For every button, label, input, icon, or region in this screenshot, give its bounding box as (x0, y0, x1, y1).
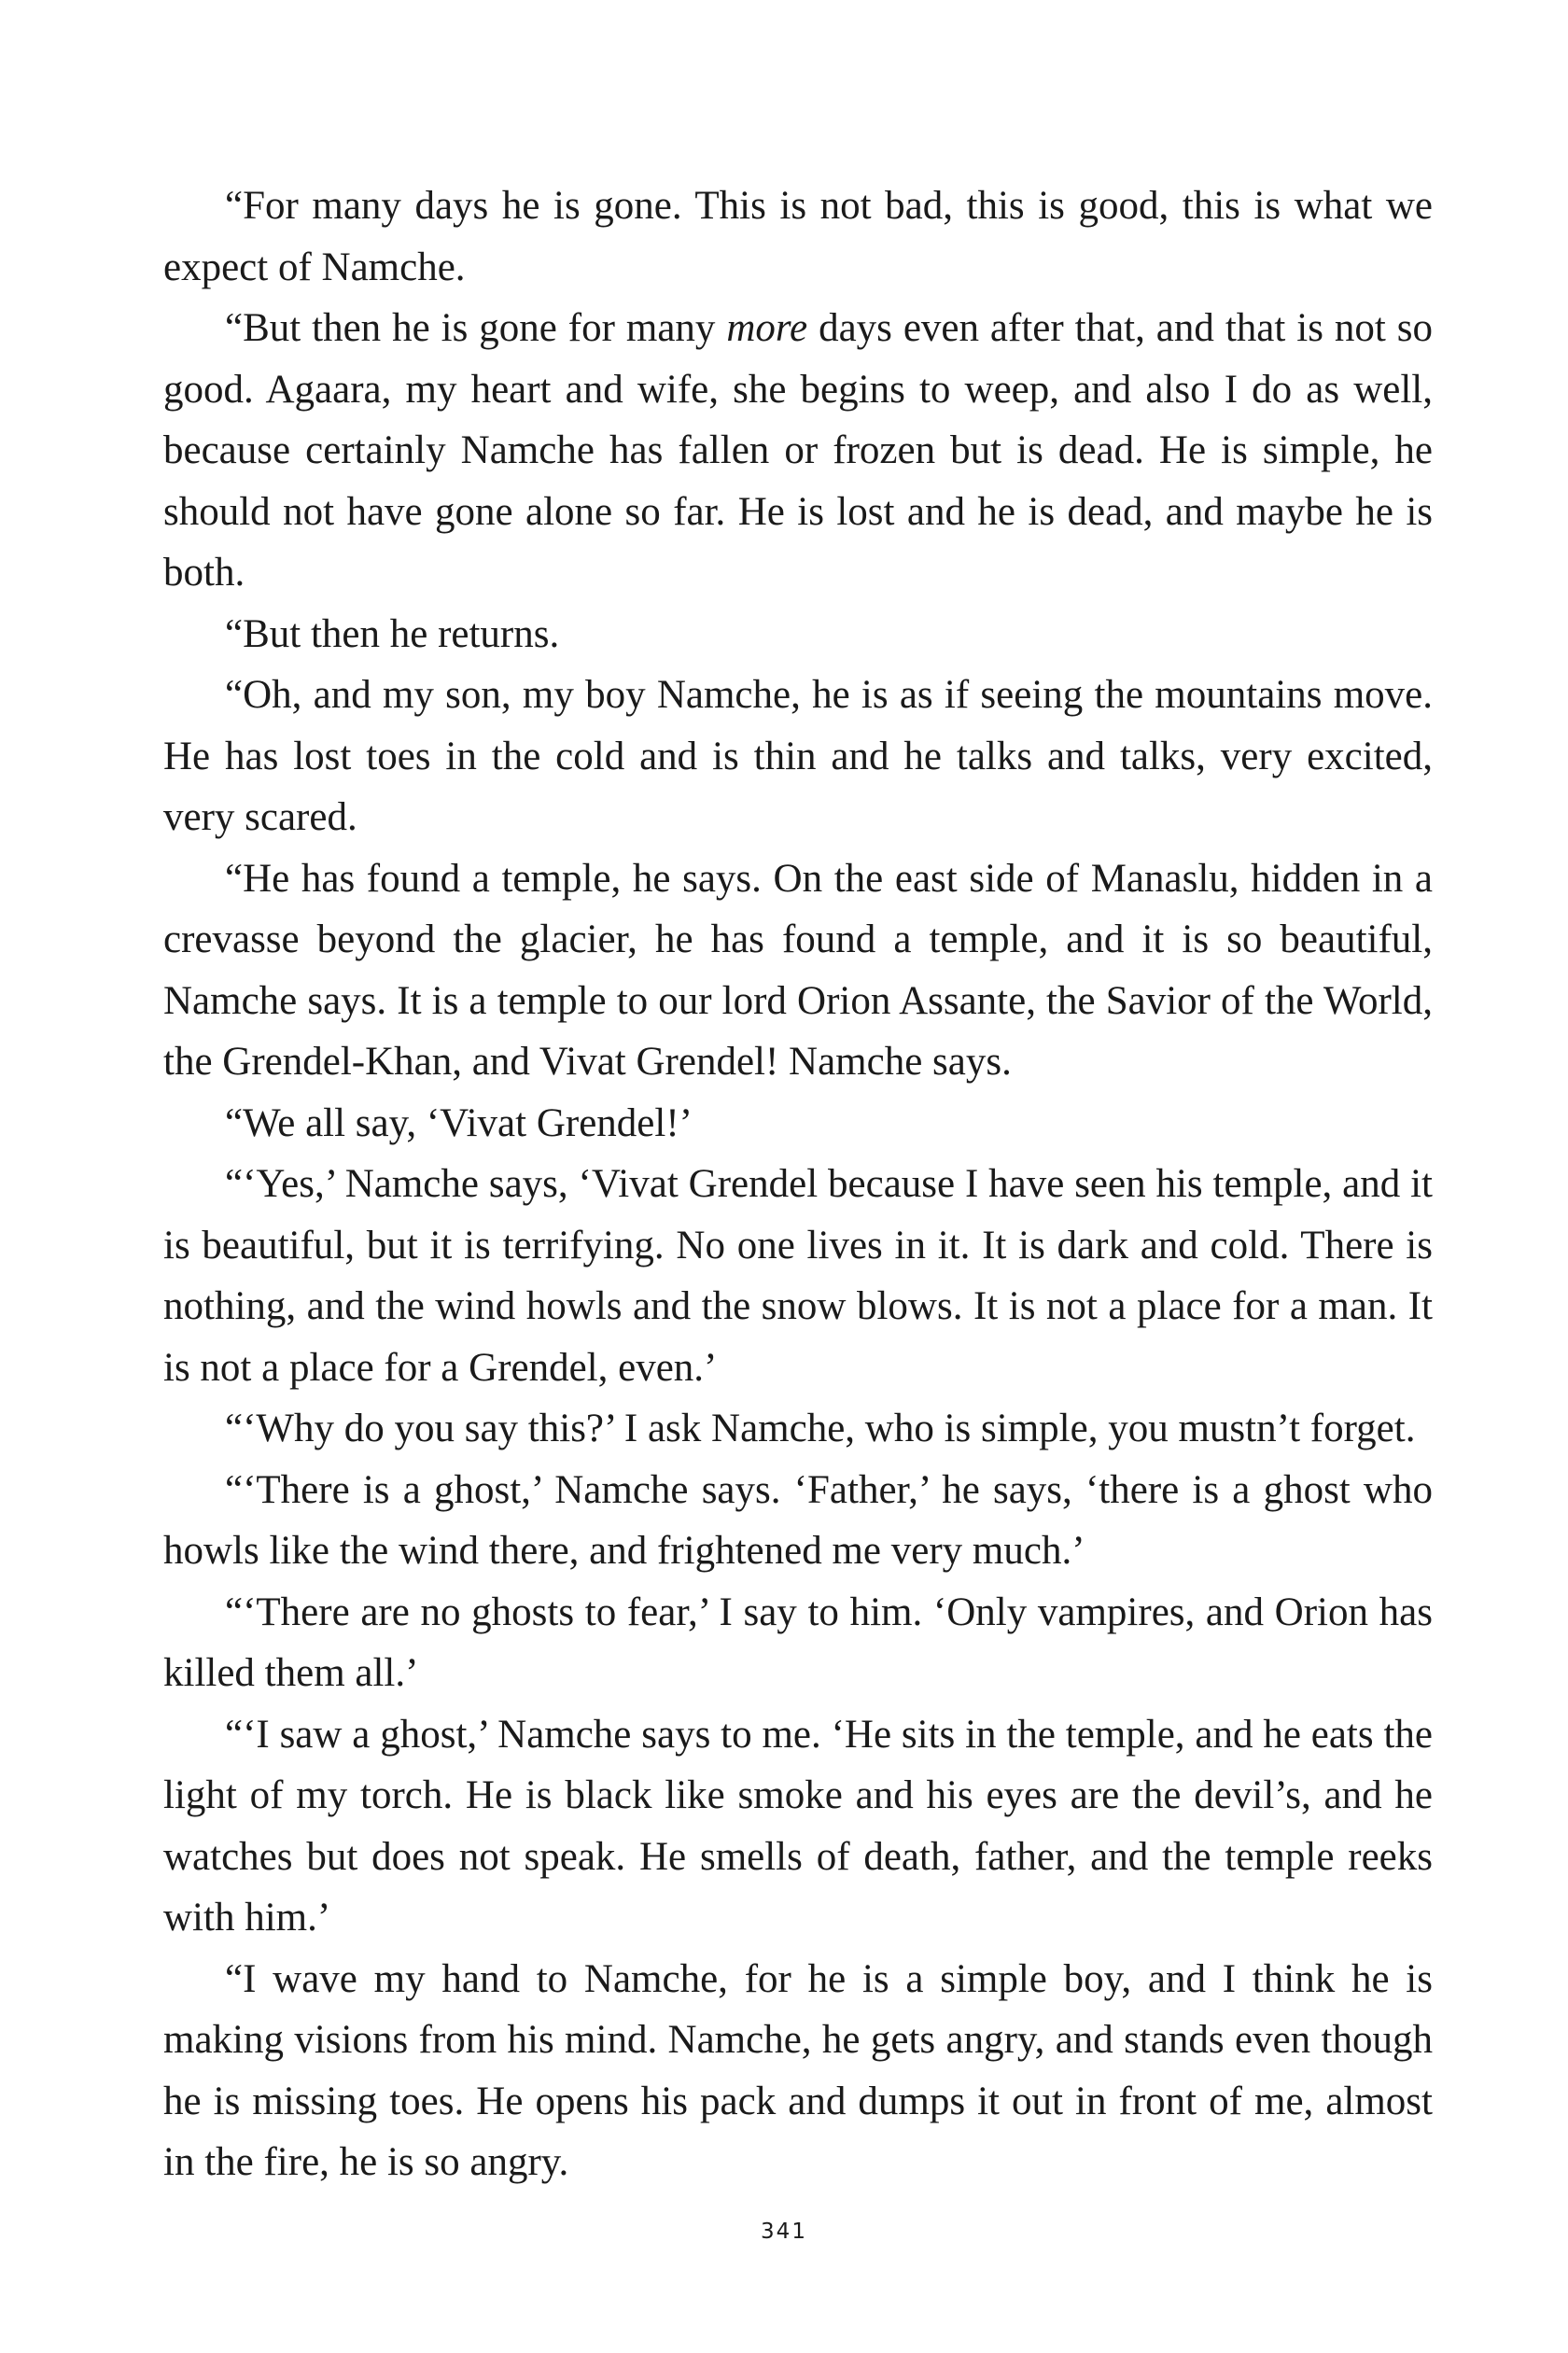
paragraph-2-start: “But then he is gone for many (225, 306, 727, 350)
paragraph-3: “But then he returns. (225, 611, 560, 656)
body-text (163, 175, 1433, 2193)
paragraph-5: “He has found a temple, he says. On the east side of Manaslu, hidden in a crevasse beyond the glacier, he has found a temple, and it is so beautiful, Namche says. It is a temple to our lord Orion Assante, the Savior of the World, the Grendel-Khan, and Vivat Grendel! Namche says. (163, 856, 1433, 1084)
emphasis-more: more (726, 306, 808, 350)
paragraph-6: “We all say, ‘Vivat Grendel!’ (225, 1100, 693, 1145)
paragraph-1: “For many days he is gone. This is not bad, this is good, this is what we expect of Namche. (163, 184, 1433, 289)
paragraph-12: “I wave my hand to Namche, for he is a simple boy, and I think he is making visions from his mind. Namche, he gets angry, and stands even though he is missing toes. He opens his pack and dumps it out in front of me, almost in the fire, he is so angry. (163, 1956, 1433, 2184)
paragraph-4: “Oh, and my son, my boy Namche, he is as if seeing the mountains move. He has lost toes in the cold and is thin and he talks and talks, very excited, very scared. (163, 673, 1433, 839)
paragraph-11: “‘I saw a ghost,’ Namche says to me. ‘He sits in the temple, and he eats the light of my torch. He is black like smoke and his eyes are the devil’s, and he watches but does not speak. He smells of death, father, and the temple reeks with him.’ (163, 1712, 1433, 1940)
page-number: 341 (761, 2220, 807, 2244)
paragraph-9: “‘There is a ghost,’ Namche says. ‘Father,’ he says, ‘there is a ghost who howls like the wind there, and frightened me very much.’ (163, 1467, 1433, 1573)
paragraph-2-end: days even after that, and that is not so good. Agaara, my heart and wife, she begins to weep, and also I do as well, because certainly Namche has fallen or frozen but is dead. He is simple, he should not have gone alone so far. He is lost and he is dead, and maybe he is both. (163, 306, 1433, 595)
paragraph-2 (163, 298, 1433, 604)
paragraph-8: “‘Why do you say this?’ I ask Namche, who is simple, you mustn’t forget. (225, 1407, 1416, 1450)
paragraph-7: “‘Yes,’ Namche says, ‘Vivat Grendel because I have seen his temple, and it is beautiful, but it is terrifying. No one lives in it. It is dark and cold. There is nothing, and the wind howls and the snow blows. It is not a place for a man. It is not a place for a Grendel, even.’ (163, 1162, 1433, 1390)
paragraph-10: “‘There are no ghosts to fear,’ I say to him. ‘Only vampires, and Orion has killed them all.’ (163, 1590, 1433, 1695)
